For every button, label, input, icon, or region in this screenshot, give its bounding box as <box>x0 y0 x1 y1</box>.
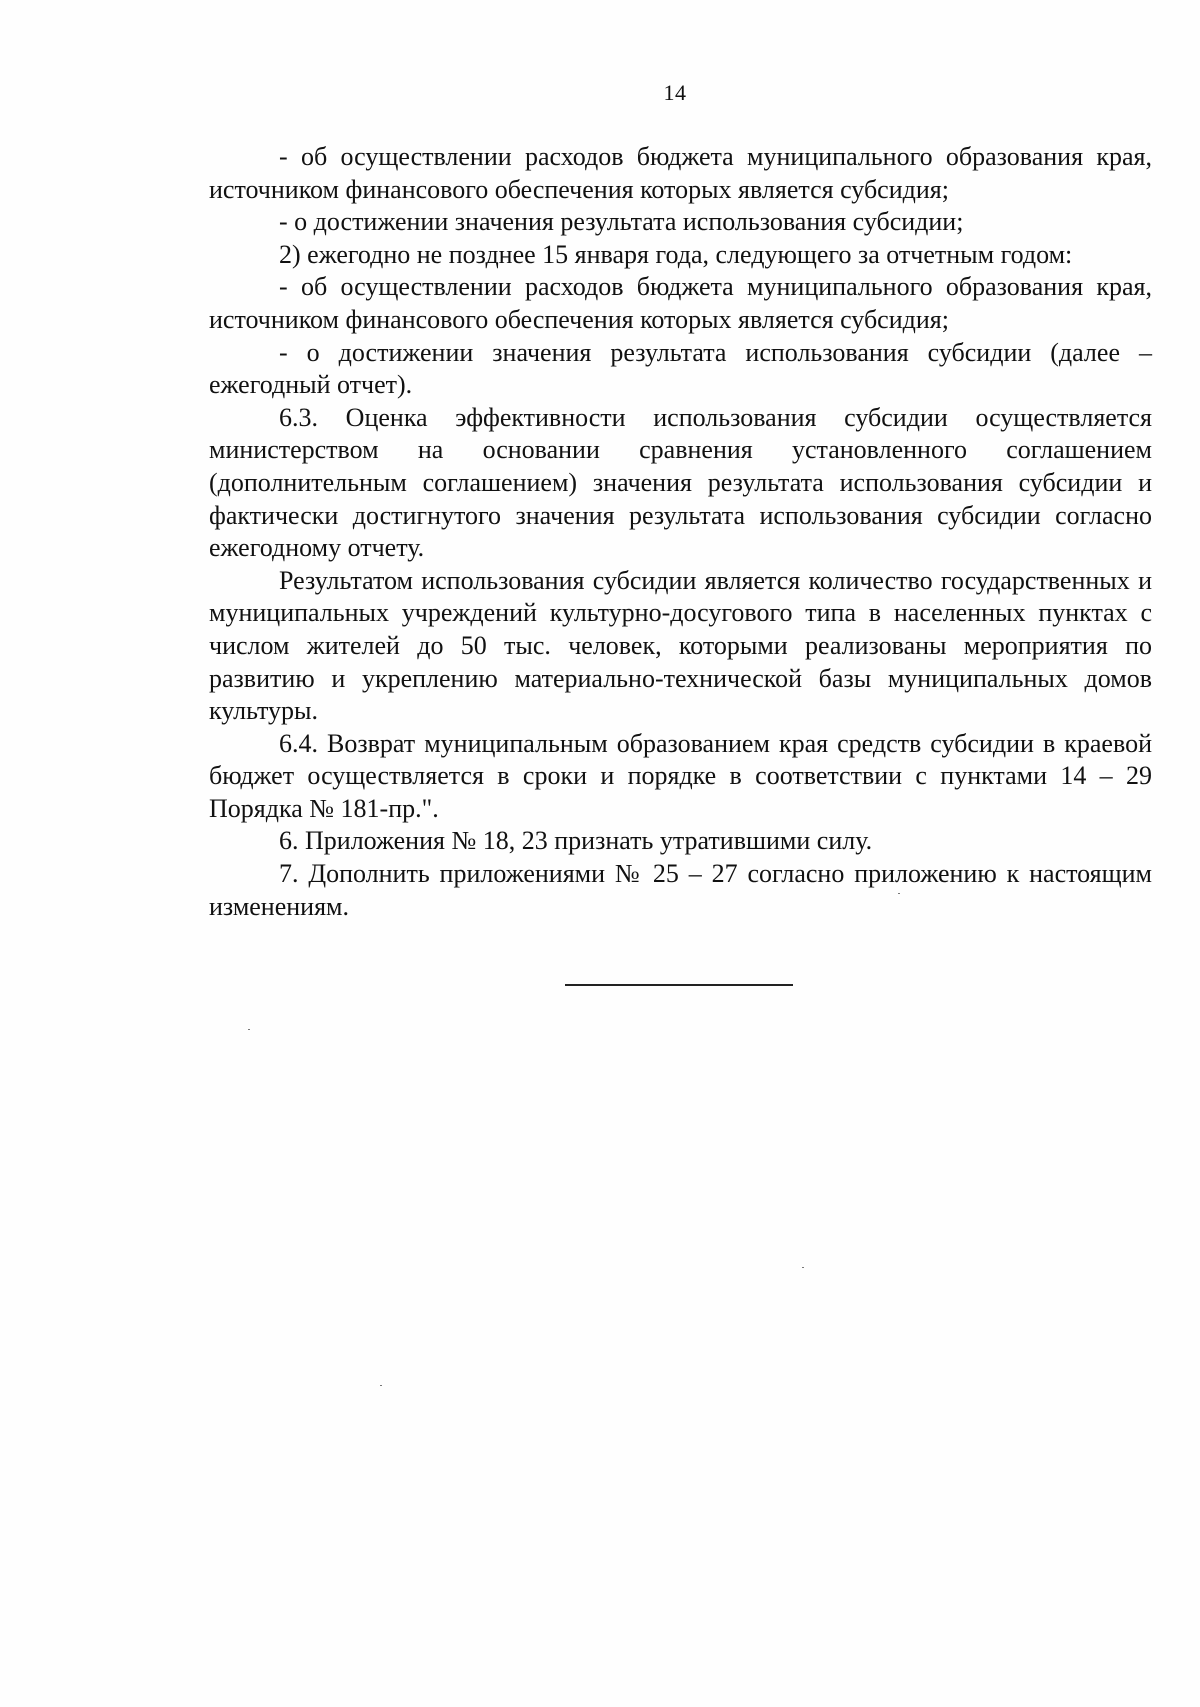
paragraph-subsidy-result-definition: Результатом использования субсидии является количество государственных и муниципальных учреждений культурно-досугового типа в населенных пунктах с числом жителей до 50 тыс. человек, которыми реализованы мероприятия по развитию и укреплению материально-технической базы муниципальных домов культуры. <box>209 565 1152 726</box>
paragraph-expenses-report-quarterly: - об осуществлении расходов бюджета муниципального образования края, источником финансового обеспечения которых является субсидия; <box>209 142 1152 204</box>
paragraph-result-report-quarterly: - о достижении значения результата использования субсидии; <box>279 207 964 237</box>
scan-speck <box>380 1385 382 1386</box>
paragraph-annual-deadline: 2) ежегодно не позднее 15 января года, следующего за отчетным годом: <box>279 239 1073 269</box>
paragraph-6-3-efficiency-evaluation: 6.3. Оценка эффективности использования субсидии осуществляется министерством на основании сравнения установленного соглашением (дополнительным соглашением) значения результата использования субсидии и фактически достигнутого значения результата использования субсидии согласно ежегодному отчету. <box>209 402 1152 563</box>
paragraph-7-add-appendices: 7. Дополнить приложениями № 25 – 27 согласно приложению к настоящим изменениям. <box>209 859 1152 921</box>
page-number: 14 <box>663 80 687 105</box>
document-body <box>209 141 1152 923</box>
scan-speck <box>248 1029 250 1030</box>
paragraph-6-appendices-void: 6. Приложения № 18, 23 признать утратившими силу. <box>279 826 873 856</box>
end-divider-line <box>565 984 793 986</box>
scan-speck <box>802 1267 804 1268</box>
paragraph-result-report-annual: - о достижении значения результата использования субсидии (далее – ежегодный отчет). <box>209 337 1152 400</box>
scan-speck <box>898 893 900 894</box>
paragraph-6-4-refund: 6.4. Возврат муниципальным образованием края средств субсидии в краевой бюджет осуществляется в сроки и порядке в соответствии с пунктами 14 – 29 Порядка № 181-пр.". <box>209 728 1152 823</box>
paragraph-expenses-report-annual: - об осуществлении расходов бюджета муниципального образования края, источником финансового обеспечения которых является субсидия; <box>209 272 1152 334</box>
